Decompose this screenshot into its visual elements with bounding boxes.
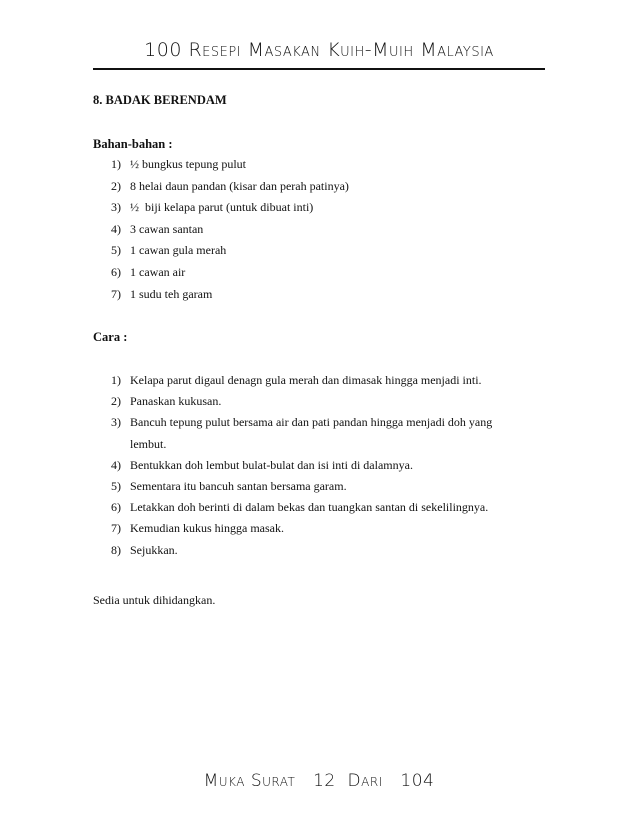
method-step [93,370,523,391]
ingredient-item [93,176,349,198]
step-number: 1) [111,373,121,387]
ingredient-item [93,197,349,219]
step-number: 6) [111,500,121,515]
ingredient-item [93,262,349,284]
step-text: Sementara itu bancuh santan bersama garam. [130,479,347,494]
ingredient-number: 3) [111,200,121,215]
ingredient-number: 1) [111,157,121,171]
ingredient-text: 3 cawan santan [130,221,204,236]
ingredient-text: ½ bungkus tepung pulut [130,157,246,171]
page-footer: Muka Surat 12 Dari 104 [203,771,435,791]
ingredient-item [93,240,349,262]
ingredient-item [93,284,349,306]
step-number: 8) [111,542,121,557]
ingredient-number: 6) [111,264,121,279]
step-text: Kelapa parut digaul denagn gula merah dan dimasak hingga menjadi inti. [130,373,482,387]
step-number: 3) [111,415,121,430]
method-step [93,518,523,539]
ingredient-item [93,154,349,176]
ingredient-text: 1 cawan gula merah [130,243,227,258]
ingredient-item [93,219,349,241]
method-step [93,391,523,412]
method-step [93,540,523,561]
header-divider [93,68,545,70]
ingredients-list [93,154,349,305]
ingredient-number: 2) [111,178,121,193]
ingredient-text: ½ biji kelapa parut (untuk dibuat inti) [130,200,314,215]
ingredient-number: 5) [111,243,121,258]
step-number: 4) [111,457,121,472]
ingredient-text: 1 sudu teh garam [130,286,213,301]
step-text: Sejukkan. [130,542,178,557]
step-text: Bentukkan doh lembut bulat-bulat dan isi inti di dalamnya. [130,457,413,472]
step-text: Bancuh tepung pulut bersama air dan pati pandan hingga menjadi doh yang lembut. [130,415,493,451]
step-number: 2) [111,394,121,409]
method-steps-list [93,370,523,561]
step-number: 5) [111,479,121,494]
step-text: Panaskan kukusan. [130,394,222,409]
method-step [93,476,523,497]
step-text: Letakkan doh berinti di dalam bekas dan tuangkan santan di sekelilingnya. [130,500,489,515]
method-step [93,412,523,454]
recipe-title: 8. BADAK BERENDAM [93,93,227,107]
document-header-title: 100 Resepi Masakan Kuih-Muih Malaysia [144,39,494,61]
step-number: 7) [111,521,121,536]
ingredient-text: 1 cawan air [130,264,186,279]
step-text: Kemudian kukus hingga masak. [130,521,284,536]
method-step [93,497,523,518]
ingredient-number: 7) [111,286,121,301]
ingredient-text: 8 helai daun pandan (kisar dan perah patinya) [130,178,349,193]
method-heading: Cara : [93,330,128,344]
ingredient-number: 4) [111,221,121,236]
ingredients-heading: Bahan-bahan : [93,137,173,151]
serving-note: Sedia untuk dihidangkan. [93,593,216,607]
method-step [93,455,523,476]
